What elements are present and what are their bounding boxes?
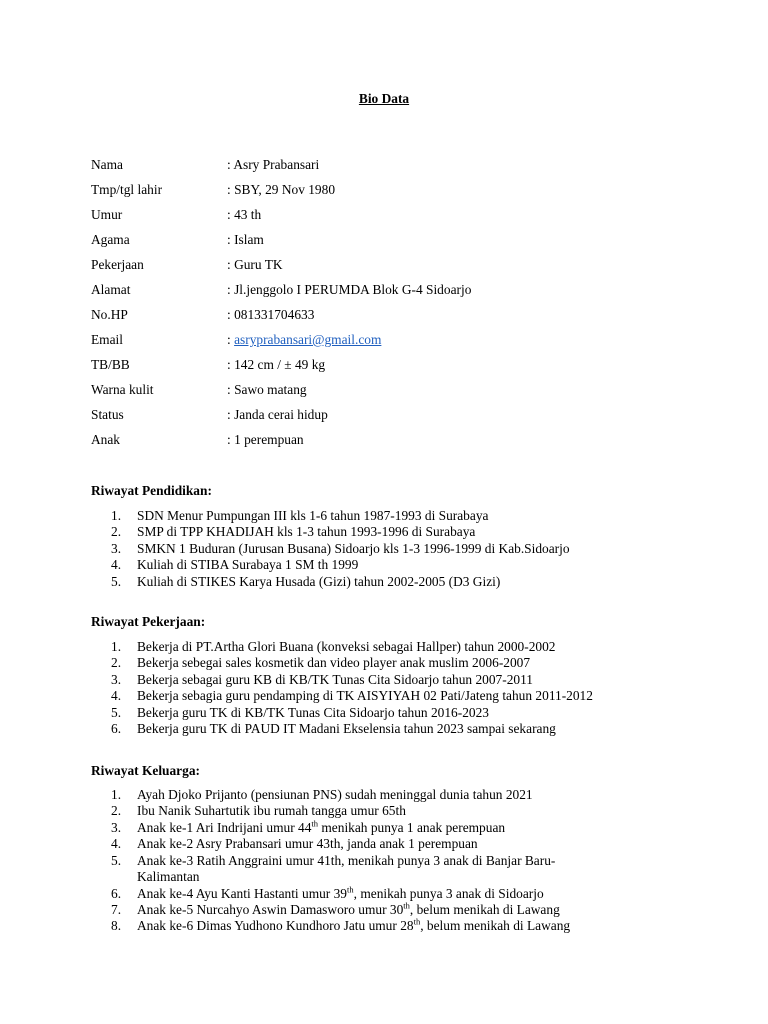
family-heading: Riwayat Keluarga: <box>91 763 200 778</box>
list-number: 6. <box>111 720 122 736</box>
list-number: 5. <box>111 704 122 720</box>
list-text-part: Anak ke-4 Ayu Kanti Hastanti umur 39 <box>137 885 348 901</box>
list-number: 4. <box>111 557 122 573</box>
list-item <box>91 820 691 836</box>
list-number: 1. <box>111 508 122 523</box>
list-number: 3. <box>111 540 122 556</box>
bio-value: : Asry Prabansari <box>227 157 320 172</box>
list-number: 3. <box>111 671 122 687</box>
list-number: 4. <box>111 688 122 704</box>
list-text: Bekerja sebagai guru KB di KB/TK Tunas Cita Sidoarjo tahun 2007-2011 <box>137 671 533 687</box>
list-item <box>91 688 691 704</box>
list-text <box>137 836 478 852</box>
list-item <box>91 557 691 573</box>
list-item <box>91 655 691 671</box>
list-item <box>91 918 691 934</box>
list-text: SMP di TPP KHADIJAH kls 1-3 tahun 1993-1996 di Surabaya <box>137 524 476 540</box>
list-number: 5. <box>111 573 122 589</box>
superscript: th <box>403 900 410 911</box>
page-title: Bio Data <box>358 91 410 106</box>
list-item <box>91 541 691 557</box>
list-number: 8. <box>111 918 122 934</box>
email-link[interactable]: asryprabansari@gmail.com <box>234 332 382 347</box>
list-text <box>137 803 406 819</box>
list-text <box>137 886 544 902</box>
bio-label: Tmp/tgl lahir <box>91 182 163 197</box>
bio-label: Agama <box>91 232 130 247</box>
bio-value: : Jl.jenggolo I PERUMDA Blok G-4 Sidoarjo <box>227 282 472 297</box>
list-number: 6. <box>111 885 122 901</box>
list-text: Kuliah di STIBA Surabaya 1 SM th 1999 <box>137 557 359 573</box>
list-number: 2. <box>111 524 122 540</box>
list-item <box>91 853 691 886</box>
list-number: 7. <box>111 901 122 917</box>
list-item <box>91 672 691 688</box>
list-text-part: , belum menikah di Lawang <box>420 918 571 934</box>
list-text-part: Anak ke-2 Asry Prabansari umur 43th, janda anak 1 perempuan <box>137 836 478 852</box>
list-text <box>137 902 560 918</box>
list-number: 1. <box>111 639 122 654</box>
list-number: 2. <box>111 803 122 819</box>
email-prefix: : <box>227 332 235 347</box>
list-text-part: , belum menikah di Lawang <box>409 901 560 917</box>
bio-label: Pekerjaan <box>91 257 144 272</box>
list-text: Bekerja sebegai sales kosmetik dan video player anak muslim 2006-2007 <box>137 655 531 671</box>
list-text: SMKN 1 Buduran (Jurusan Busana) Sidoarjo kls 1-3 1996-1999 di Kab.Sidoarjo <box>137 540 570 556</box>
bio-value: : Janda cerai hidup <box>227 407 328 422</box>
list-number: 5. <box>111 852 122 868</box>
list-item <box>91 803 691 819</box>
list-item <box>91 902 691 918</box>
bio-label: Umur <box>91 207 123 222</box>
bio-label: TB/BB <box>91 357 130 372</box>
superscript: th <box>347 884 354 895</box>
list-text-part: Ibu Nanik Suhartutik ibu rumah tangga umur 65th <box>137 803 406 819</box>
list-text-continuation: Kalimantan <box>137 868 200 884</box>
list-item <box>91 524 691 540</box>
bio-label: No.HP <box>91 307 128 322</box>
list-item <box>91 836 691 852</box>
work-list <box>91 639 691 737</box>
bio-value: : Guru TK <box>227 257 283 272</box>
list-text: SDN Menur Pumpungan III kls 1-6 tahun 1987-1993 di Surabaya <box>137 508 489 523</box>
bio-label: Status <box>91 407 124 422</box>
list-number: 3. <box>111 819 122 835</box>
list-text-part: , menikah punya 3 anak di Sidoarjo <box>353 885 544 901</box>
bio-label: Warna kulit <box>91 382 154 397</box>
bio-value: : 1 perempuan <box>227 432 304 447</box>
bio-value: : Islam <box>227 232 264 247</box>
superscript: th <box>413 916 421 927</box>
list-number: 4. <box>111 836 122 852</box>
list-text: Kuliah di STIKES Karya Husada (Gizi) tahun 2002-2005 (D3 Gizi) <box>137 573 501 589</box>
list-number: 2. <box>111 655 122 671</box>
list-item <box>91 721 691 737</box>
list-item <box>91 705 691 721</box>
list-item <box>91 574 691 590</box>
bio-value: : 081331704633 <box>227 307 315 322</box>
superscript: th <box>311 818 319 829</box>
bio-value: : SBY, 29 Nov 1980 <box>227 182 336 197</box>
bio-value: : Sawo matang <box>227 382 307 397</box>
list-text-part: Anak ke-3 Ratih Anggraini umur 41th, menikah punya 3 anak di Banjar Baru- <box>137 852 556 868</box>
list-text-part: menikah punya 1 anak perempuan <box>318 819 506 835</box>
list-text-part: Anak ke-5 Nurcahyo Aswin Damasworo umur 30 <box>137 901 404 917</box>
list-text <box>137 853 555 886</box>
list-text-part: Anak ke-6 Dimas Yudhono Kundhoro Jatu umur 28 <box>137 918 414 934</box>
list-text <box>137 787 533 803</box>
list-item <box>91 886 691 902</box>
work-heading: Riwayat Pekerjaan: <box>91 614 206 629</box>
list-item <box>91 639 691 655</box>
list-text-part: Anak ke-1 Ari Indrijani umur 44 <box>137 819 312 835</box>
list-text-part: Ayah Djoko Prijanto (pensiunan PNS) sudah meninggal dunia tahun 2021 <box>137 787 533 802</box>
list-text <box>137 918 570 934</box>
list-text: Bekerja di PT.Artha Glori Buana (konveksi sebagai Hallper) tahun 2000-2002 <box>137 639 556 654</box>
bio-label: Email <box>91 332 123 347</box>
list-item <box>91 787 691 803</box>
list-text: Bekerja sebagia guru pendamping di TK AISYIYAH 02 Pati/Jateng tahun 2011-2012 <box>137 688 593 704</box>
family-list <box>91 787 691 935</box>
bio-value: : 142 cm / ± 49 kg <box>227 357 326 372</box>
bio-label: Alamat <box>91 282 131 297</box>
bio-label: Anak <box>91 432 121 447</box>
bio-value: : 43 th <box>227 207 262 222</box>
list-text <box>137 820 505 836</box>
bio-label: Nama <box>91 157 123 172</box>
education-list <box>91 508 691 590</box>
list-text: Bekerja guru TK di PAUD IT Madani Ekselensia tahun 2023 sampai sekarang <box>137 720 556 736</box>
bio-value <box>227 332 381 348</box>
list-text: Bekerja guru TK di KB/TK Tunas Cita Sidoarjo tahun 2016-2023 <box>137 704 489 720</box>
education-heading: Riwayat Pendidikan: <box>91 483 212 498</box>
list-item <box>91 508 691 524</box>
list-number: 1. <box>111 787 122 802</box>
